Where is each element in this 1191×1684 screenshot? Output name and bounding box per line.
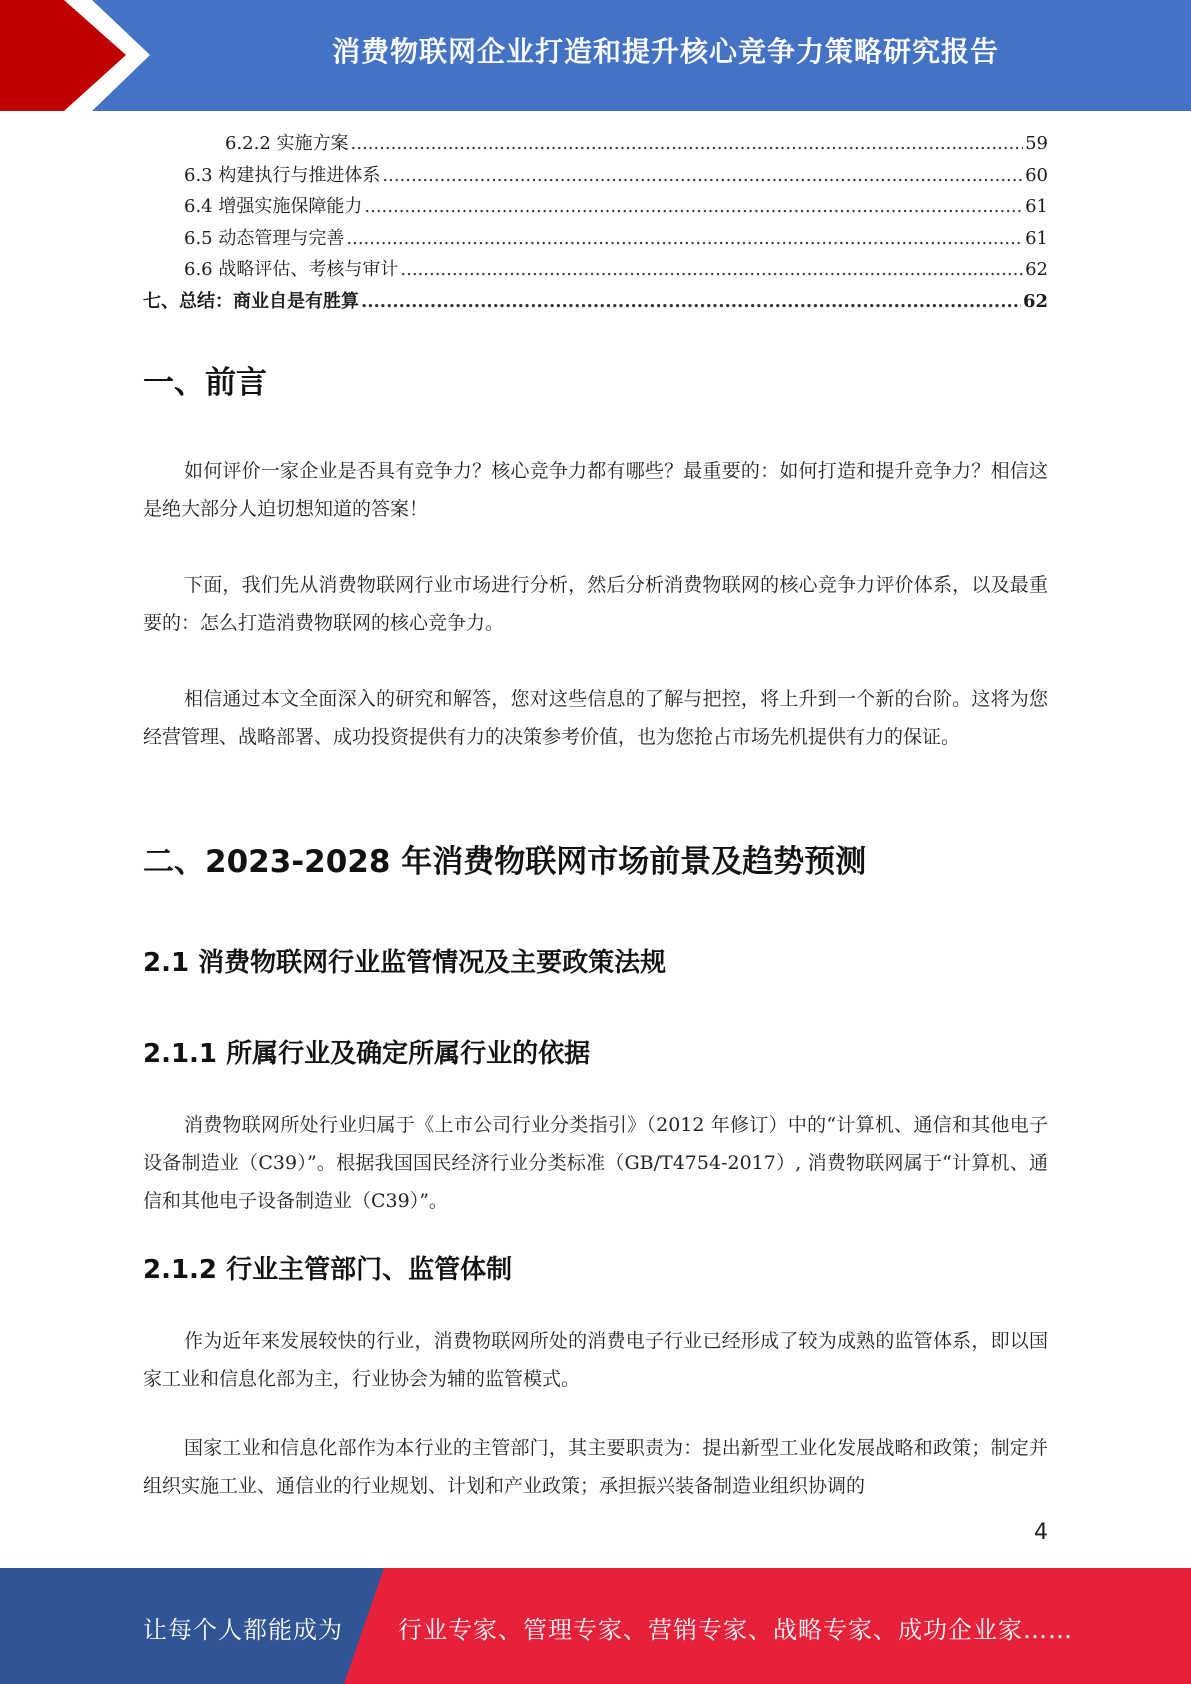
toc-entry-number: 七、 xyxy=(143,290,179,312)
toc-entry-page: 61 xyxy=(1025,196,1048,217)
footer-slogan-left: 让每个人都能成为 xyxy=(143,1616,343,1644)
toc-entry-number: 6.6 xyxy=(184,259,213,280)
paragraph: 下面，我们先从消费物联网行业市场进行分析，然后分析消费物联网的核心竞争力评价体系，以及最重要的：怎么打造消费物联网的核心竞争力。 xyxy=(143,574,1048,634)
toc-entry-page: 62 xyxy=(1022,290,1048,312)
toc-entry-6-5[interactable] xyxy=(143,223,1048,255)
toc-entry-number: 6.4 xyxy=(184,196,213,217)
toc-entry-title: 总结：商业自是有胜算 xyxy=(179,290,359,312)
toc-leader-dots xyxy=(346,223,1023,255)
toc-entry-title: 增强实施保障能力 xyxy=(218,196,363,217)
toc-entry-chapter-7[interactable] xyxy=(143,286,1048,318)
toc-entry-number: 6.5 xyxy=(184,227,213,249)
subsection-heading-2-1-1: 2.1.1 所属行业及确定所属行业的依据 xyxy=(143,1039,591,1069)
section-heading-market-outlook: 二、2023-2028 年消费物联网市场前景及趋势预测 xyxy=(143,844,867,880)
toc-entry-title: 动态管理与完善 xyxy=(218,227,345,249)
toc-entry-title: 实施方案 xyxy=(276,133,349,154)
paragraph: 如何评价一家企业是否具有竞争力？核心竞争力都有哪些？最重要的：如何打造和提升竞争力？相信这是绝大部分人迫切想知道的答案！ xyxy=(143,460,1048,520)
toc-entry-page: 62 xyxy=(1025,259,1048,280)
footer-slogan-right: 行业专家、管理专家、营销专家、战略专家、成功企业家…… xyxy=(398,1616,1073,1644)
toc-entry-6-6[interactable] xyxy=(143,254,1048,286)
page-header xyxy=(0,0,1191,111)
toc-entry-page: 59 xyxy=(1025,133,1048,154)
toc-entry-6-4[interactable] xyxy=(143,191,1048,223)
toc-leader-dots xyxy=(400,254,1023,286)
report-title: 消费物联网企业打造和提升核心竞争力策略研究报告 xyxy=(331,35,999,68)
paragraph: 国家工业和信息化部作为本行业的主管部门，其主要职责为：提出新型工业化发展战略和政策；制定并组织实施工业、通信业的行业规划、计划和产业政策；承担振兴装备制造业组织协调的 xyxy=(143,1437,1048,1497)
toc-leader-dots xyxy=(351,128,1024,160)
toc-leader-dots xyxy=(382,160,1023,192)
paragraph: 相信通过本文全面深入的研究和解答，您对这些信息的了解与把控，将上升到一个新的台阶。这将为您经营管理、战略部署、成功投资提供有力的决策参考价值，也为您抢占市场先机提供有力的保证。 xyxy=(143,688,1048,748)
page-footer xyxy=(0,1568,1191,1684)
toc-entry-page: 60 xyxy=(1025,164,1048,186)
table-of-contents xyxy=(143,128,1048,317)
section-heading-preface: 一、前言 xyxy=(143,365,267,401)
subsection-heading-2-1: 2.1 消费物联网行业监管情况及主要政策法规 xyxy=(143,948,667,978)
page-number: 4 xyxy=(1034,1520,1048,1545)
subsection-heading-2-1-2: 2.1.2 行业主管部门、监管体制 xyxy=(143,1255,513,1285)
toc-entry-title: 战略评估、考核与审计 xyxy=(218,259,399,280)
toc-leader-dots xyxy=(361,286,1021,318)
header-chevron-decoration xyxy=(0,0,160,111)
toc-entry-title: 构建执行与推进体系 xyxy=(218,164,381,186)
toc-leader-dots xyxy=(364,191,1023,223)
toc-entry-6-3[interactable] xyxy=(143,160,1048,192)
paragraph: 消费物联网所处行业归属于《上市公司行业分类指引》（2012 年修订）中的“计算机、通信和其他电子设备制造业（C39）”。根据我国国民经济行业分类标准（GB/T4754-2017）, 消费物联网属于“计算机、通信和其他电子设备制造业（C39）”。 xyxy=(143,1114,1048,1212)
toc-entry-number: 6.2.2 xyxy=(225,133,271,154)
paragraph: 作为近年来发展较快的行业，消费物联网所处的消费电子行业已经形成了较为成熟的监管体系，即以国家工业和信息化部为主，行业协会为辅的监管模式。 xyxy=(143,1330,1048,1390)
toc-entry-6-2-2[interactable] xyxy=(143,128,1048,160)
toc-entry-page: 61 xyxy=(1025,227,1048,249)
toc-entry-number: 6.3 xyxy=(184,164,213,186)
